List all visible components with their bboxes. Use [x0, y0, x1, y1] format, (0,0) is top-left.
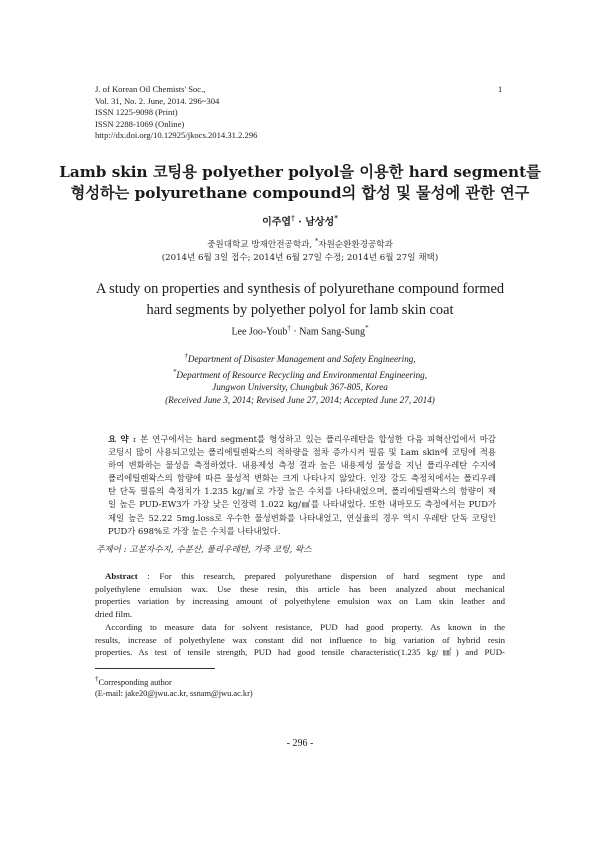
abstract-korean [108, 433, 496, 538]
affiliation-english-dept1: Department of Disaster Management and Safety Engineering, [187, 354, 416, 365]
doi-link[interactable]: http://dx.doi.org/10.12925/jkocs.2014.31.2.296 [95, 130, 258, 141]
keywords-korean: 주제어 : 고분자수지, 수분산, 폴리우레탄, 가죽 코팅, 왁스 [96, 545, 312, 555]
abstract-english-line: results, increase of polyethylene wax constant did not influence to big variation of hybrid resin [95, 634, 505, 645]
affiliation-korean-dept2: 자원순환환경공학과 [318, 239, 393, 250]
abstract-english-line: polyethylene emulsion wax. Use these resin, this article has been analyzed about mechanical [95, 583, 505, 594]
abstract-korean-line: 일 높은 PUD-EW3가 가장 낮은 인장력 1.022 kg/㎟를 나타내었다. 또한 내마모도 측정에서는 PUD가 [108, 499, 496, 510]
issn-online: ISSN 2288-1069 (Online) [95, 118, 185, 129]
asterisk-mark: * [365, 324, 369, 332]
page-number: - 296 - [286, 738, 314, 749]
author-separator: · [298, 217, 302, 228]
page-marker: 1 [498, 84, 503, 94]
journal-metadata [95, 84, 257, 142]
abstract-korean-line: 제일 높은 52.22 5mg.loss로 우수한 물성변화를 나타내었고, 연실율의 경우 역시 우레탄 단독 코팅인 [108, 512, 496, 523]
title-korean [0, 162, 600, 204]
abstract-korean-line: 코팅시 많이 사용되고있는 폴리에틸렌왁스의 적하량을 점차 증가시켜 필름 및 Lam skin에 코팅에 적용 [108, 447, 496, 458]
dates-korean: (2014년 6월 3일 접수; 2014년 6월 27일 수정; 2014년 6월 27일 채택) [161, 252, 439, 263]
footnote-divider [95, 668, 215, 669]
abstract-korean-line: PUD가 698%로 가장 높은 수치를 나타내었다. [108, 525, 281, 536]
dagger-mark: † [291, 213, 295, 223]
abstract-english-label: Abstract [105, 571, 138, 581]
author-1-english: Lee Joo-Youb [231, 326, 288, 338]
dagger-mark: † [184, 352, 188, 360]
authors-english [0, 324, 600, 337]
affiliation-english-university: Jungwon University, Chungbuk 367-805, Korea [212, 382, 388, 393]
abstract-english [95, 570, 505, 659]
asterisk-mark: * [334, 213, 338, 223]
title-english-line2: hard segments by polyether polyol for lamb skin coat [146, 302, 454, 318]
issn-print: ISSN 1225-9098 (Print) [95, 107, 178, 118]
title-english [0, 279, 600, 321]
title-korean-line2: 형성하는 polyurethane compound의 합성 및 물성에 관한 연구 [70, 184, 530, 202]
affiliation-english-dept2: Department of Resource Recycling and Environmental Engineering, [176, 369, 428, 380]
journal-volume: Vol. 31, No. 2. June, 2014. 296~304 [95, 95, 220, 106]
asterisk-mark: * [314, 237, 319, 245]
abstract-korean-line: 탄 단독 필름의 측정치가 1.235 kg/㎟로 가장 높은 수치를 나타내었으며, 폴리에틸렌왁스의 함량이 제 [108, 486, 496, 497]
dates-english: (Received June 3, 2014; Revised June 27, 2014; Accepted June 27, 2014) [165, 394, 435, 405]
footnote-email: (E-mail: jake20@jwu.ac.kr, ssnam@jwu.ac.kr) [95, 689, 253, 699]
footnote [95, 674, 253, 700]
authors-korean [0, 213, 600, 228]
author-1-korean: 이주엽 [262, 217, 292, 228]
journal-name: J. of Korean Oil Chemists' Soc., [95, 84, 206, 94]
author-separator: · [293, 326, 297, 338]
footnote-corresponding: Corresponding author [98, 677, 172, 687]
abstract-english-line: properties variation by increasing amount of polyethylene emulsion wax on Lam skin leather and [95, 596, 505, 607]
asterisk-mark: * [172, 367, 177, 376]
title-english-line1: A study on properties and synthesis of polyurethane compound formed [95, 281, 505, 297]
title-korean-line1: Lamb skin 코팅용 polyether polyol을 이용한 hard segment를 [59, 163, 541, 181]
abstract-korean-line: 폴리에틸렌왁스의 함량에 따른 물성적 변화는 크게 나타나지 않았다. 인장 강도 측정치에서는 폴리우레 [108, 473, 496, 484]
author-2-korean: 남상성 [305, 217, 335, 228]
affiliation-korean-dept1: 중원대학교 방재안전공학과, [207, 239, 315, 250]
abstract-english-line: dried film. [95, 609, 133, 620]
abstract-korean-line: 하여 변화하는 물성을 측정하였다. 내용제성 측정 결과 높은 내용제성 물성을 지닌 폴리우레탄 수지에 [108, 460, 496, 471]
dagger-mark: † [95, 675, 99, 683]
dagger-mark: † [287, 324, 291, 332]
abstract-english-line: According to measure data for solvent resistance, PUD had good property. As known in the [105, 621, 505, 632]
abstract-english-line: properties. As test of tensile strength, PUD had good tensile characteristic(1.235 kg/㎟) and PUD- [95, 647, 505, 658]
author-2-english: Nam Sang-Sung [299, 326, 366, 338]
abstract-korean-line: 본 연구에서는 hard segment를 형성하고 있는 폴리우레탄을 합성한 다음 피혁산업에서 마감 [135, 434, 496, 444]
abstract-korean-label: 요 약 : [108, 434, 136, 444]
affiliation-korean [0, 235, 600, 265]
abstract-english-line: : For this research, prepared polyurethane dispersion of hard segment type and [137, 571, 505, 581]
affiliation-english [0, 350, 600, 407]
